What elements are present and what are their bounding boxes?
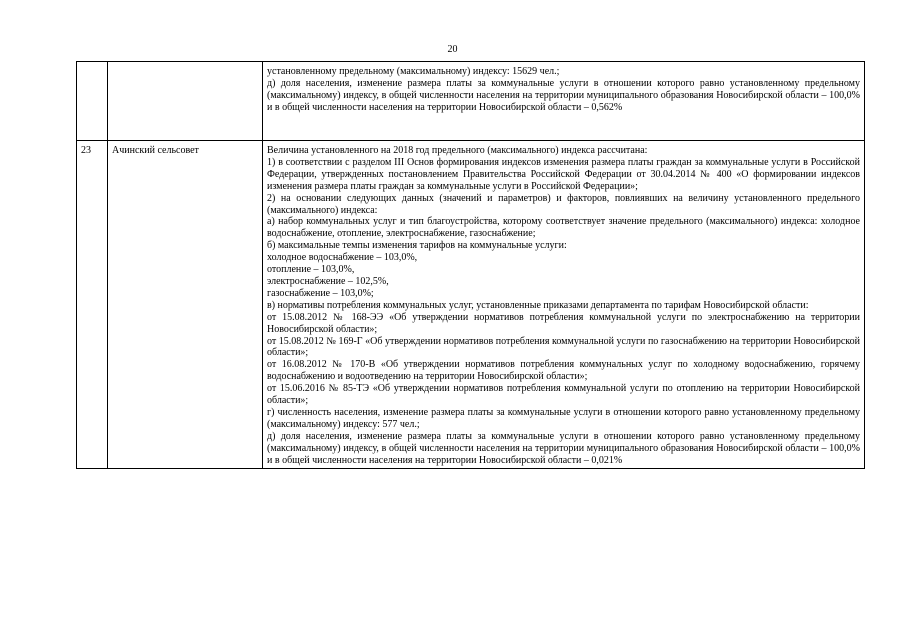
description-line: от 15.08.2012 № 168-ЭЭ «Об утверждении нормативов потребления коммунальной услуги по электроснабжению на территории Новосибирской области»;: [267, 311, 860, 335]
indices-table: [76, 61, 865, 469]
description-cell: [263, 141, 865, 469]
description-line: д) доля населения, изменение размера платы за коммунальные услуги в отношении которого равно установленному предельному (максимальному) индексу, в общей численности населения на территории муниципального образования Новосибирской области – 100,0% и в общей численности населения на территории Новосибирской области – 0,562%: [267, 77, 860, 113]
page-number: 20: [447, 44, 458, 55]
description-line: отопление – 103,0%,: [267, 264, 355, 276]
description-line: в) нормативы потребления коммунальных услуг, установленные приказами департамента по тарифам Новосибирской области:: [267, 299, 809, 311]
municipality-name-cell: [108, 62, 263, 141]
description-line: д) доля населения, изменение размера платы за коммунальные услуги в отношении которого равно установленному предельному (максимальному) индексу, в общей численности населения на территории муниципального образования Новосибирской области – 100,0% и в общей численности населения на территории Новосибирской области – 0,021%: [267, 430, 860, 466]
table-row: [77, 141, 865, 469]
row-number-cell: [77, 62, 108, 141]
description-line: от 16.08.2012 № 170-В «Об утверждении нормативов потребления коммунальных услуг по холодному водоснабжению, горячему водоснабжению и водоотведению на территории Новосибирской области»;: [267, 359, 860, 383]
description-line: а) набор коммунальных услуг и тип благоустройства, которому соответствует значение предельного (максимального) индекса: холодное водоснабжение, отопление, электроснабжение, газоснабжение;: [267, 216, 860, 240]
description-cell: [263, 62, 865, 141]
description-line: г) численность населения, изменение размера платы за коммунальные услуги в отношении которого равно установленному предельному (максимальному) индексу: 577 чел.;: [267, 406, 860, 430]
description-line: 1) в соответствии с разделом III Основ формирования индексов изменения размера платы граждан за коммунальные услуги в Российской Федерации, утвержденных постановлением Правительства Российской Федерации от 30.04.2014 № 400 «О формировании индексов изменения размера платы граждан за коммунальные услуги в Российской Федерации»;: [267, 156, 860, 192]
description-line: от 15.06.2016 № 85-ТЭ «Об утверждении нормативов потребления коммунальной услуги по отоплению на территории Новосибирской области»;: [267, 383, 860, 407]
municipality-name-cell: Ачинский сельсовет: [108, 141, 263, 469]
description-line: б) максимальные темпы изменения тарифов на коммунальные услуги:: [267, 240, 567, 252]
description-line: электроснабжение – 102,5%,: [267, 275, 389, 287]
description-line: 2) на основании следующих данных (значений и параметров) и факторов, повлиявших на величину установленного предельного (максимального) индекса:: [267, 192, 860, 216]
description-line: холодное водоснабжение – 103,0%,: [267, 252, 418, 264]
description-line: Величина установленного на 2018 год предельного (максимального) индекса рассчитана:: [267, 145, 648, 156]
description-line: от 15.08.2012 № 169-Г «Об утверждении нормативов потребления коммунальной услуги по газоснабжению на территории Новосибирской области»;: [267, 335, 860, 359]
table-row: [77, 62, 865, 141]
row-number-cell: 23: [77, 141, 108, 469]
description-line: газоснабжение – 103,0%;: [267, 287, 374, 299]
description-line: установленному предельному (максимальному) индексу: 15629 чел.;: [267, 66, 560, 77]
